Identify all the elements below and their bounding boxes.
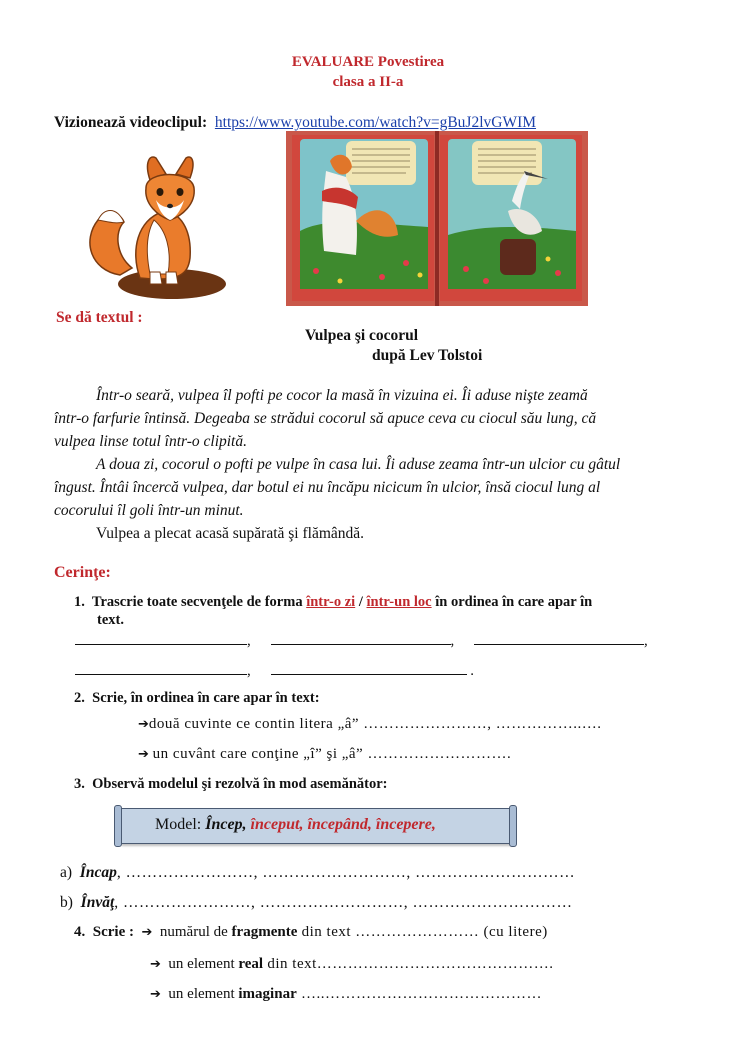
question-2-item-1: ➔două cuvinte ce contin litera „â” ……………………, ……………..….	[138, 716, 602, 732]
model-forms: început, începând, începere,	[246, 816, 436, 833]
question-1-line2: text.	[97, 612, 124, 628]
question-4-item-2: ➔ un element real din text……………………………………….	[150, 956, 554, 972]
story-line: A doua zi, cocorul o pofti pe vulpe în casa lui. Îi aduse zeama într-un ulcior cu gâtul	[96, 456, 621, 473]
model-base-word: Încep,	[205, 816, 247, 833]
question-4-item-3: ➔ un element imaginar …..……………………………………	[150, 986, 542, 1002]
model-banner	[118, 808, 513, 844]
question-4: 4. Scrie : ➔ numărul de fragmente din text …………………… (cu litere)	[74, 924, 548, 940]
answer-row-1: , , ,	[75, 630, 648, 650]
arrow-icon: ➔	[150, 987, 161, 1002]
story-last-line: Vulpea a plecat acasă supărată şi flămândă.	[96, 525, 365, 542]
example-into-day: într-o zi	[306, 594, 356, 610]
exercise-b: b) Învăţ, ……………………, ………………………, …………………………	[60, 894, 573, 911]
story-text	[54, 384, 686, 522]
arrow-icon: ➔	[138, 747, 149, 762]
story-title: Vulpea şi cocorul	[305, 327, 419, 344]
video-link[interactable]: https://www.youtube.com/watch?v=gBuJ2lvGWIM	[214, 114, 537, 131]
story-line: cocorului îl goli într-un minut.	[54, 502, 244, 519]
requirements-heading: Cerinţe:	[54, 564, 111, 581]
question-2-item-2: ➔ un cuvânt care conţine „î” şi „â” ……………………….	[138, 746, 512, 762]
story-author: după Lev Tolstoi	[372, 347, 483, 364]
answer-blank[interactable]	[271, 660, 467, 675]
fox-illustration	[80, 150, 230, 302]
question-1: 1. Trascrie toate secvenţele de forma într-o zi / într-un loc în ordinea în care apar în	[74, 594, 593, 610]
answer-blank[interactable]	[75, 660, 247, 675]
document-subtitle: clasa a II-a	[332, 74, 404, 90]
video-line: Vizionează videoclipul: https://www.youtube.com/watch?v=gBuJ2lvGWIM	[54, 114, 537, 131]
video-label: Vizionează videoclipul	[54, 114, 202, 131]
storybook-photo	[286, 131, 588, 306]
arrow-icon: ➔	[138, 717, 149, 732]
story-line: vulpea linse totul într-o clipită.	[54, 433, 247, 450]
exercise-b-word: Învăţ	[80, 894, 115, 911]
arrow-icon: ➔	[141, 925, 153, 940]
story-line: într-o farfurie întinsă. Degeaba se strădui cocorul să apuce ceva cu ciocul său lung, că	[54, 410, 597, 427]
question-2: 2. Scrie, în ordinea în care apar în text:	[74, 690, 320, 706]
example-into-place: într-un loc	[366, 594, 432, 610]
question-3: 3. Observă modelul şi rezolvă în mod asemănător:	[74, 776, 388, 792]
story-line: Într-o seară, vulpea îl pofti pe cocor la masă în vizuina ei. Îi aduse nişte zeamă	[96, 387, 588, 404]
exercise-a: a) Încap, ……………………, ………………………, …………………………	[60, 864, 576, 881]
answer-blank[interactable]	[474, 630, 644, 645]
answer-row-2: , .	[75, 660, 474, 680]
given-text-label: Se dă textul :	[56, 309, 143, 326]
answer-blank[interactable]	[271, 630, 451, 645]
document-title: EVALUARE Povestirea	[291, 54, 445, 70]
exercise-a-word: Încap	[79, 864, 117, 881]
arrow-icon: ➔	[150, 957, 161, 972]
model-text: Model: Încep, început, începând, începere,	[155, 816, 436, 833]
story-line: îngust. Întâi încercă vulpea, dar botul ei nu încăpu nicicum în ulcior, însă ciocul lung al	[54, 479, 601, 496]
answer-blank[interactable]	[75, 630, 247, 645]
